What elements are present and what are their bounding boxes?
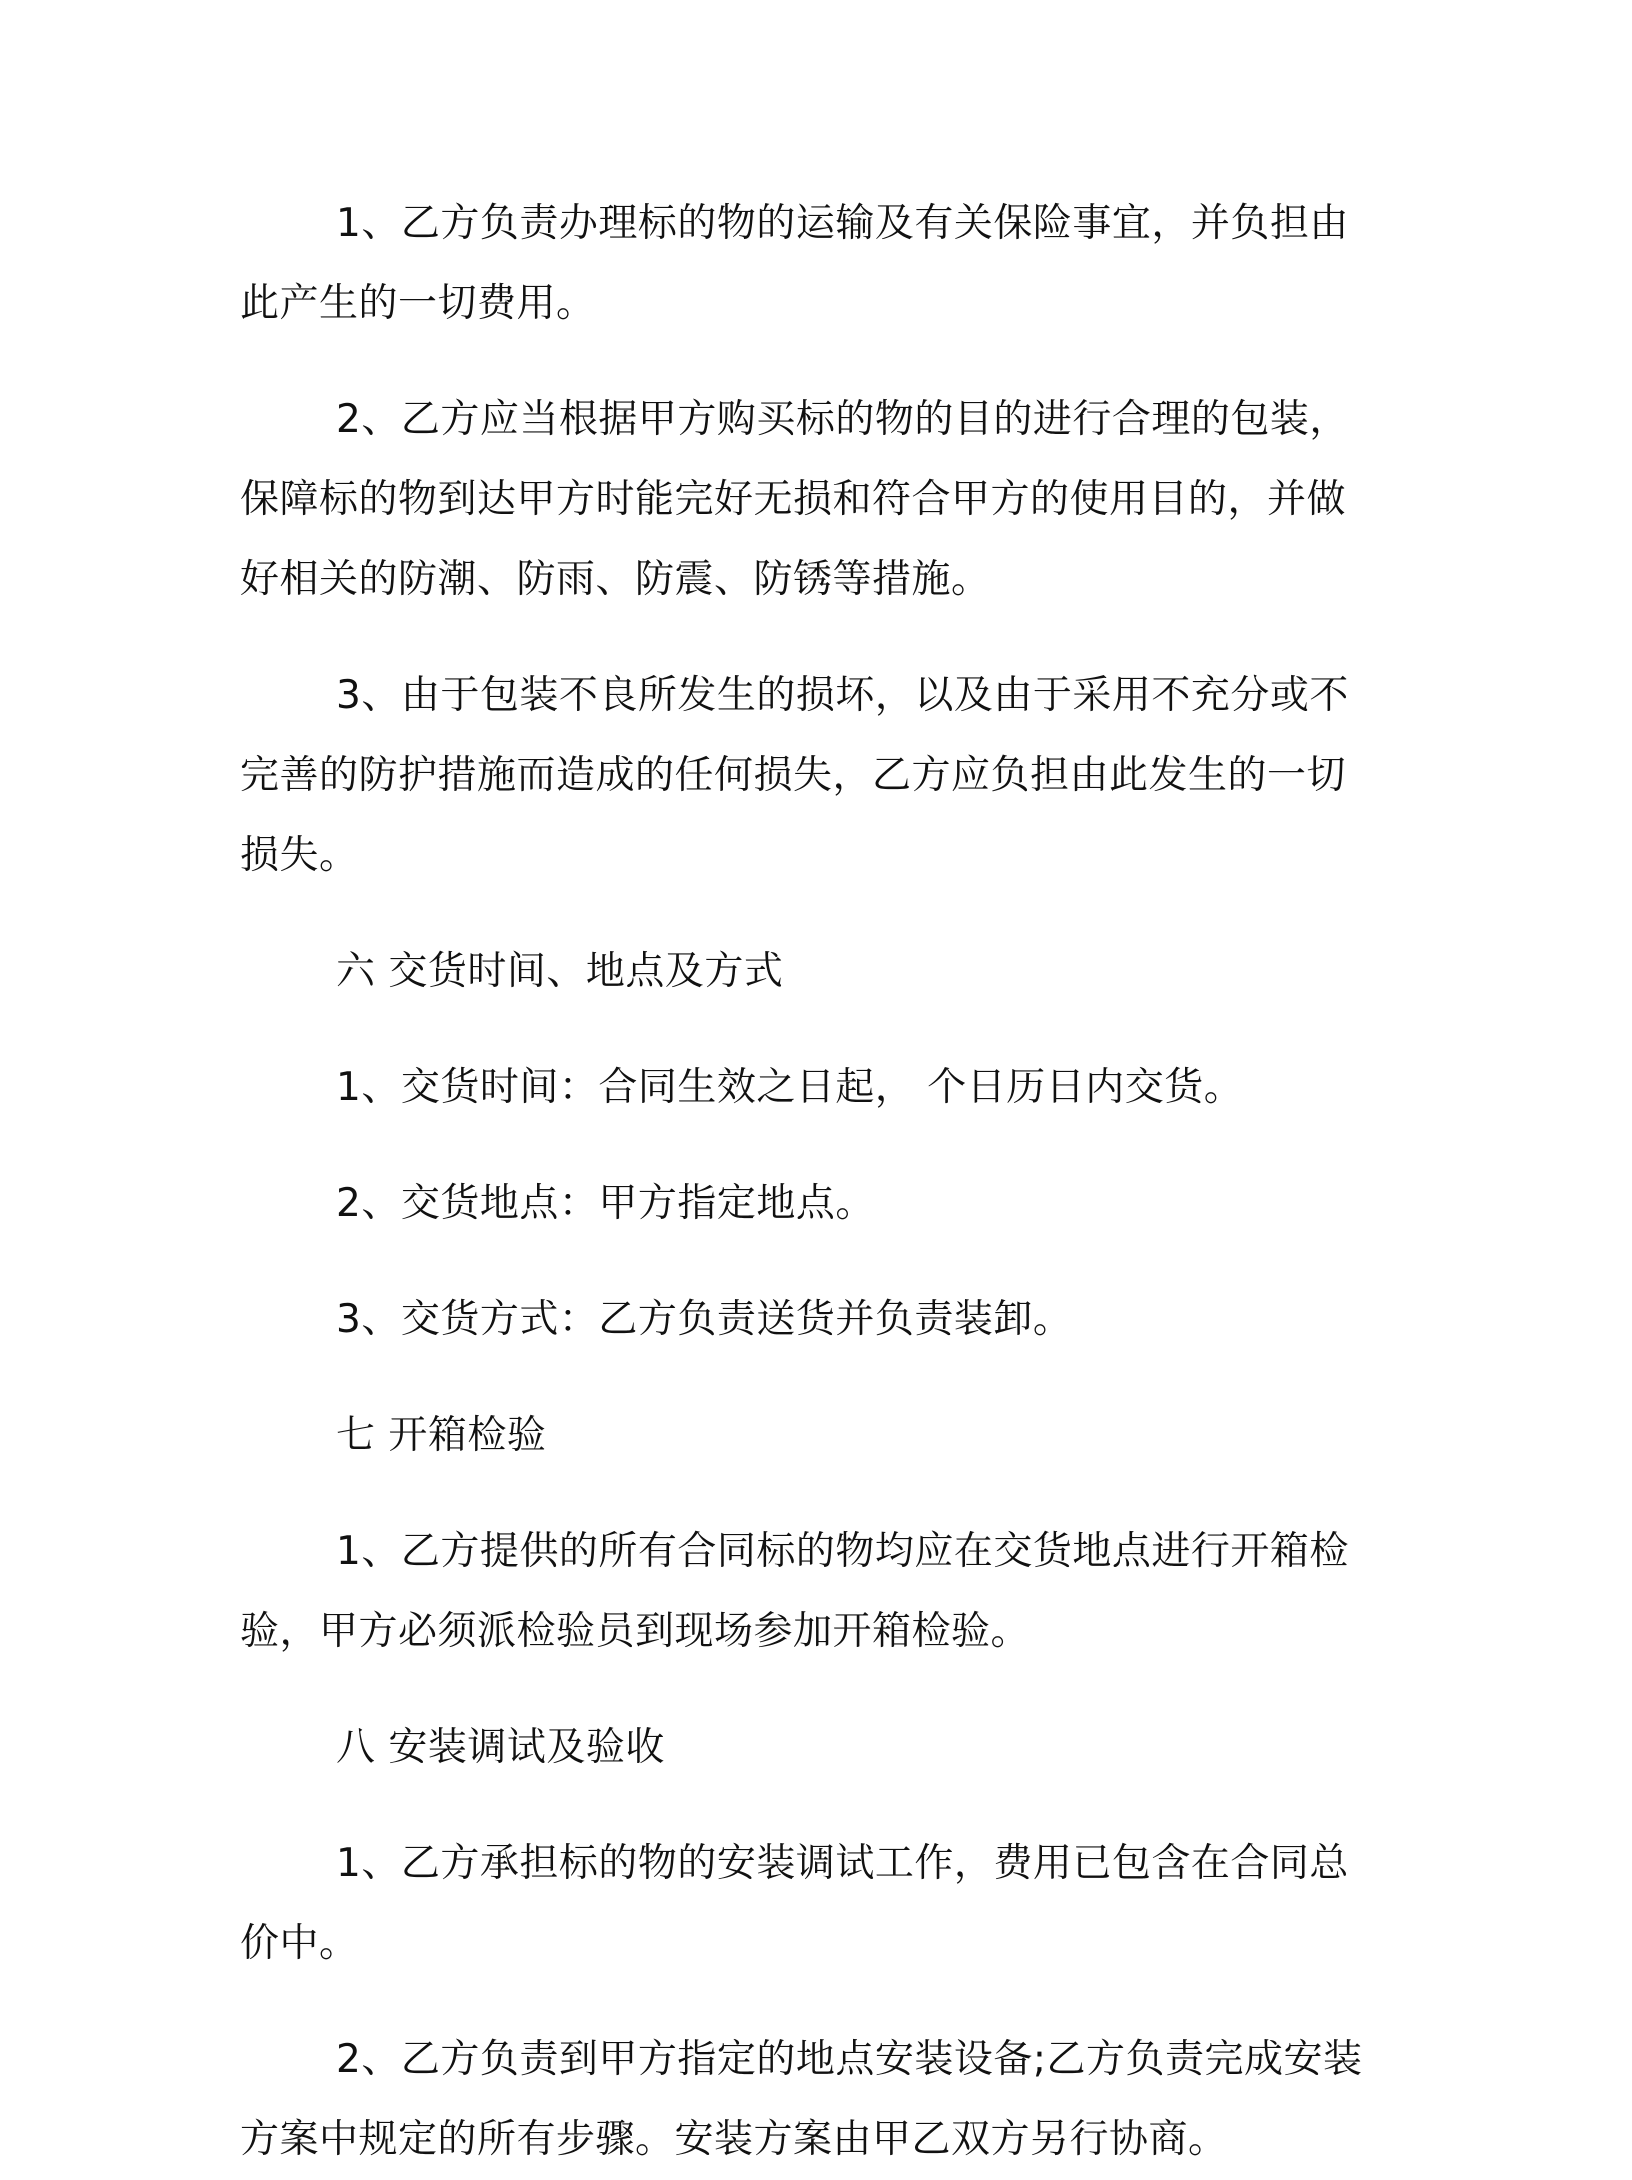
paragraph-installation-cost: 1、乙方承担标的物的安装调试工作，费用已包含在合同总价中。 xyxy=(240,1841,1349,1966)
paragraph-delivery-time: 1、交货时间：合同生效之日起， 个日历日内交货。 xyxy=(336,1065,1244,1110)
paragraph-packaging-damage: 3、由于包装不良所发生的损坏，以及由于采用不充分或不完善的防护措施而造成的任何损失，乙方应负担由此发生的一切损失。 xyxy=(240,673,1349,878)
paragraph-delivery-location: 2、交货地点：甲方指定地点。 xyxy=(336,1181,875,1226)
section-heading-installation: 八 安装调试及验收 xyxy=(336,1725,665,1770)
section-heading-delivery: 六 交货时间、地点及方式 xyxy=(336,949,784,994)
paragraph-installation-plan: 2、乙方负责到甲方指定的地点安装设备;乙方负责完成安装方案中规定的所有步骤。安装方案由甲乙双方另行协商。 xyxy=(240,2037,1363,2162)
paragraph-inspection: 1、乙方提供的所有合同标的物均应在交货地点进行开箱检验，甲方必须派检验员到现场参加开箱检验。 xyxy=(240,1529,1349,1654)
paragraph-delivery-method: 3、交货方式：乙方负责送货并负责装卸。 xyxy=(336,1297,1073,1342)
paragraph-transport-insurance: 1、乙方负责办理标的物的运输及有关保险事宜，并负担由此产生的一切费用。 xyxy=(240,201,1349,326)
paragraph-packaging: 2、乙方应当根据甲方购买标的物的目的进行合理的包装，保障标的物到达甲方时能完好无损和符合甲方的使用目的，并做好相关的防潮、防雨、防震、防锈等措施。 xyxy=(240,397,1349,602)
section-heading-inspection: 七 开箱检验 xyxy=(336,1413,547,1458)
